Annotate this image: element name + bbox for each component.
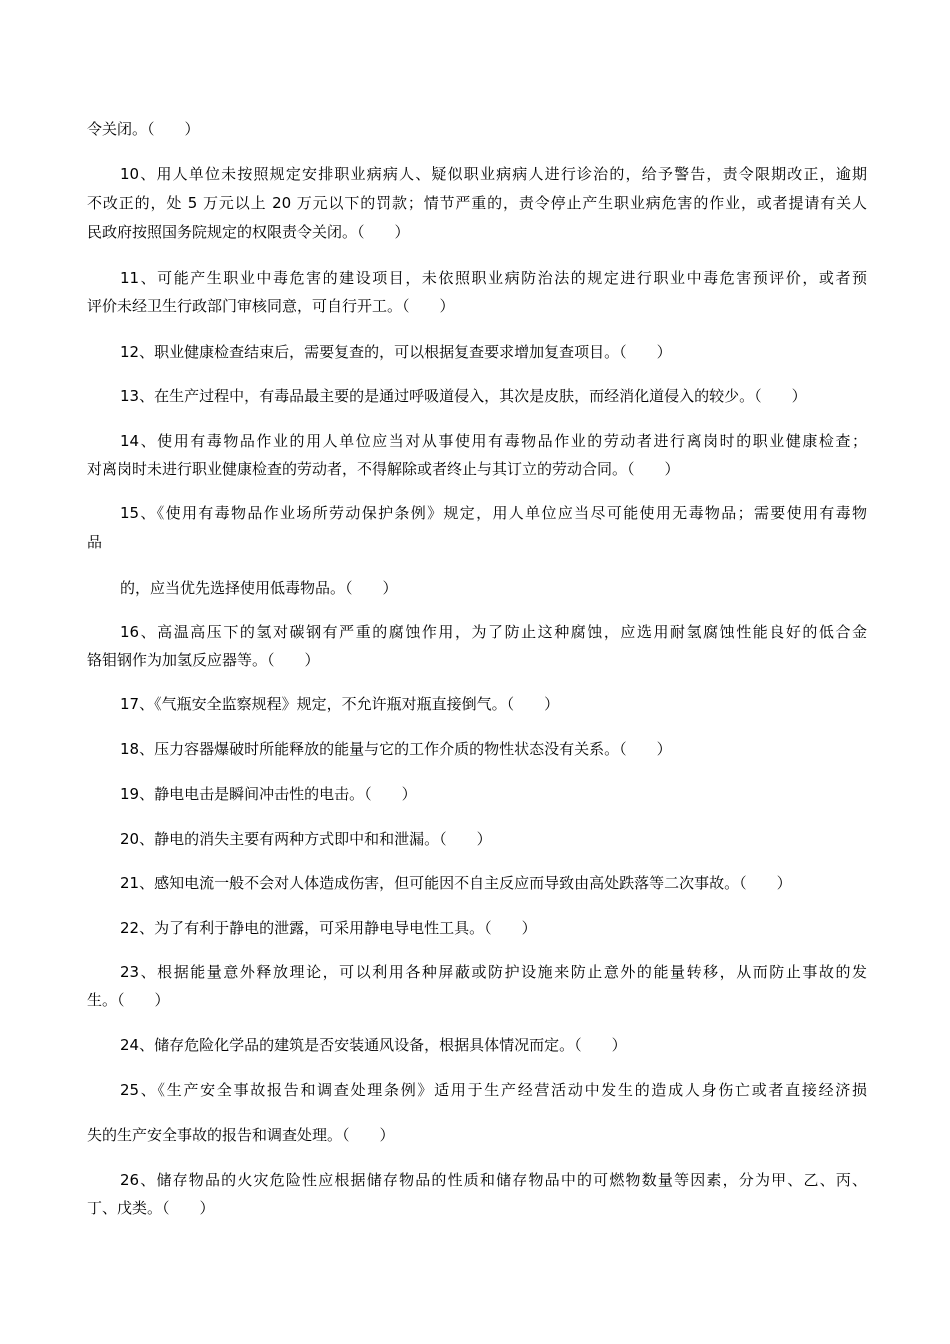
question-20: 20、静电的消失主要有两种方式即中和和泄漏。（ ） [120, 830, 492, 848]
question-14-line-2: 对离岗时未进行职业健康检查的劳动者，不得解除或者终止与其订立的劳动合同。（ ） [87, 460, 680, 478]
question-26-line-2: 丁、戊类。（ ） [87, 1199, 215, 1217]
question-23-line-2: 生。（ ） [87, 991, 170, 1009]
question-19: 19、静电电击是瞬间冲击性的电击。（ ） [120, 785, 417, 803]
question-11-line-2: 评价未经卫生行政部门审核同意，可自行开工。（ ） [87, 297, 455, 315]
question-15-line-1: 15、《使用有毒物品作业场所劳动保护条例》规定，用人单位应当尽可能使用无毒物品；需要使用有毒物 [120, 504, 867, 522]
question-22: 22、为了有利于静电的泄露，可采用静电导电性工具。（ ） [120, 919, 537, 937]
question-18: 18、压力容器爆破时所能释放的能量与它的工作介质的物性状态没有关系。（ ） [120, 740, 672, 758]
question-23-line-1: 23、根据能量意外释放理论，可以利用各种屏蔽或防护设施来防止意外的能量转移，从而防止事故的发 [120, 963, 867, 981]
question-26-line-1: 26、储存物品的火灾危险性应根据储存物品的性质和储存物品中的可燃物数量等因素，分为甲、乙、丙、 [120, 1171, 867, 1189]
question-11-line-1: 11、可能产生职业中毒危害的建设项目，未依照职业病防治法的规定进行职业中毒危害预评价，或者预 [120, 269, 867, 287]
question-25-line-2: 失的生产安全事故的报告和调查处理。（ ） [87, 1126, 395, 1144]
question-21: 21、感知电流一般不会对人体造成伤害，但可能因不自主反应而导致由高处跌落等二次事故。（ ） [120, 874, 792, 892]
question-16-line-1: 16、高温高压下的氢对碳钢有严重的腐蚀作用，为了防止这种腐蚀，应选用耐氢腐蚀性能良好的低合金 [120, 623, 867, 641]
question-15-line-3: 的，应当优先选择使用低毒物品。（ ） [120, 579, 398, 597]
question-14-line-1: 14、使用有毒物品作业的用人单位应当对从事使用有毒物品作业的劳动者进行离岗时的职业健康检查； [120, 432, 867, 450]
question-15-line-2: 品 [87, 533, 103, 551]
question-10-line-2: 不改正的，处 5 万元以上 20 万元以下的罚款；情节严重的，责令停止产生职业病危害的作业，或者提请有关人 [87, 194, 867, 212]
question-10-line-1: 10、用人单位未按照规定安排职业病病人、疑似职业病病人进行诊治的，给予警告，责令限期改正，逾期 [120, 165, 867, 183]
question-17: 17、《气瓶安全监察规程》规定，不允许瓶对瓶直接倒气。（ ） [120, 695, 560, 713]
question-10-line-3: 民政府按照国务院规定的权限责令关闭。（ ） [87, 223, 410, 241]
question-24: 24、储存危险化学品的建筑是否安装通风设备，根据具体情况而定。（ ） [120, 1036, 627, 1054]
text-line: 令关闭。（ ） [87, 120, 200, 138]
question-13: 13、在生产过程中，有毒品最主要的是通过呼吸道侵入，其次是皮肤，而经消化道侵入的较少。（ ） [120, 387, 807, 405]
question-12: 12、职业健康检查结束后，需要复查的，可以根据复查要求增加复查项目。（ ） [120, 343, 672, 361]
question-16-line-2: 铬钼钢作为加氢反应器等。（ ） [87, 651, 320, 669]
question-25-line-1: 25、《生产安全事故报告和调查处理条例》适用于生产经营活动中发生的造成人身伤亡或者直接经济损 [120, 1081, 867, 1099]
